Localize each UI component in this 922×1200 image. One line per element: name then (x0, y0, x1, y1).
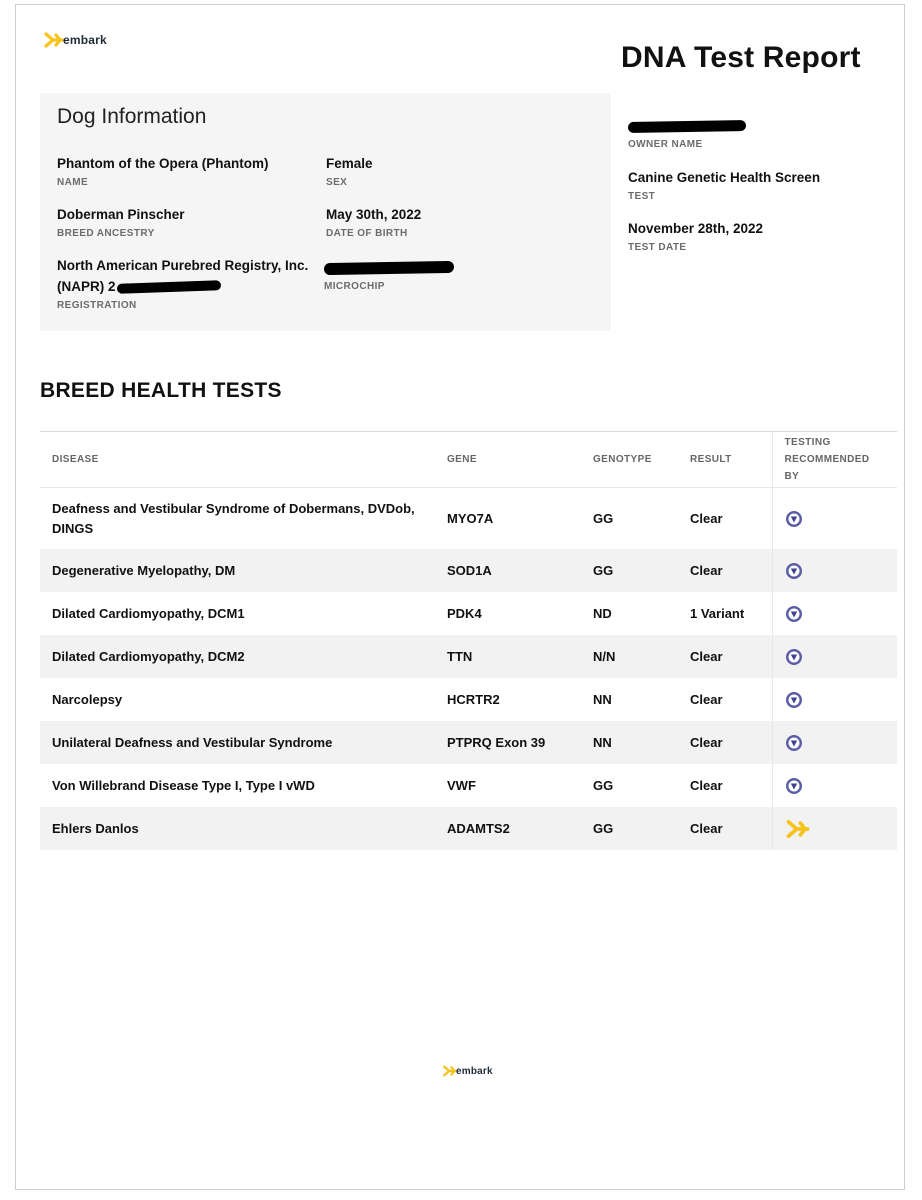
result-cell: 1 Variant (690, 605, 745, 621)
logo-text: embark (456, 1065, 493, 1077)
dog-information-panel (40, 93, 611, 331)
result-cell: Clear (690, 777, 723, 793)
result-cell: Clear (678, 549, 772, 592)
owner-name-field (628, 115, 746, 150)
disease-cell: Degenerative Myelopathy, DM (40, 549, 435, 592)
header-disease: DISEASE (40, 432, 435, 488)
recommended-cell (772, 721, 897, 764)
gene-cell: TTN (435, 635, 581, 678)
gene-cell: SOD1A (435, 549, 581, 592)
disease-cell: Dilated Cardiomyopathy, DCM2 (40, 635, 435, 678)
gene-cell: HCRTR2 (447, 691, 500, 707)
microchip-field (324, 257, 454, 292)
club-seal-icon (785, 562, 803, 580)
breed-health-tests-title: BREED HEALTH TESTS (40, 379, 282, 402)
report-page (15, 4, 905, 1190)
logo-text: embark (63, 33, 107, 47)
registration-label: REGISTRATION (57, 300, 137, 311)
header-gene: GENE (435, 432, 581, 488)
result-cell: Clear (678, 807, 772, 850)
registration-number-prefix: (NAPR) 2 (57, 279, 116, 294)
genotype-cell: NN (581, 721, 678, 764)
table-row (40, 549, 897, 592)
dob-value: May 30th, 2022 (326, 207, 422, 222)
gene-cell: ADAMTS2 (435, 807, 581, 850)
recommended-cell (772, 807, 897, 850)
result-cell: Clear (678, 721, 772, 764)
disease-cell: Von Willebrand Disease Type I, Type I vWD (52, 777, 315, 793)
gene-cell: PTPRQ Exon 39 (435, 721, 581, 764)
genotype-cell: GG (581, 549, 678, 592)
disease-cell: Unilateral Deafness and Vestibular Syndrome (40, 721, 435, 764)
sex-field (326, 153, 373, 188)
gene-cell: PDK4 (447, 605, 482, 621)
genotype-cell: N/N (581, 635, 678, 678)
dog-name-label: NAME (57, 177, 89, 188)
table-row (40, 764, 897, 807)
dob-label: DATE OF BIRTH (326, 228, 408, 239)
result-cell: Clear (678, 635, 772, 678)
redaction-mark (116, 281, 220, 295)
embark-logo (43, 31, 107, 49)
table-row (40, 807, 897, 850)
sex-value: Female (326, 156, 373, 171)
club-seal-icon (785, 777, 803, 795)
microchip-label: MICROCHIP (324, 281, 385, 292)
table-row (40, 488, 897, 550)
registration-line1: North American Purebred Registry, Inc. (57, 258, 309, 273)
header-genotype: GENOTYPE (581, 432, 678, 488)
embark-logo-icon (785, 818, 811, 840)
recommended-cell (772, 488, 897, 550)
genotype-cell: NN (593, 691, 612, 707)
dog-information-heading: Dog Information (57, 105, 207, 128)
registration-line2 (57, 276, 308, 297)
redaction-mark (324, 261, 454, 275)
club-seal-icon (785, 691, 803, 709)
genotype-cell: GG (581, 807, 678, 850)
club-seal-icon (785, 605, 803, 623)
recommended-cell (772, 549, 897, 592)
header-result: RESULT (678, 432, 772, 488)
report-title: DNA Test Report (621, 41, 861, 74)
recommended-cell (772, 678, 897, 721)
test-date-label: TEST DATE (628, 242, 687, 253)
owner-name-value (628, 115, 746, 136)
club-seal-icon (785, 648, 803, 666)
genotype-cell: GG (593, 510, 614, 526)
genotype-cell: ND (593, 605, 612, 621)
embark-footer-logo (442, 1064, 493, 1078)
header-recommended-by: TESTING RECOMMENDED BY (772, 432, 897, 488)
microchip-value (324, 257, 454, 278)
disease-cell: Deafness and Vestibular Syndrome of Dobermans, DVDob, DINGS (52, 500, 415, 536)
test-value: Canine Genetic Health Screen (628, 170, 821, 185)
health-tests-table (40, 431, 897, 850)
redaction-mark (628, 120, 746, 133)
registration-field (57, 255, 308, 311)
breed-label: BREED ANCESTRY (57, 228, 155, 239)
test-label: TEST (628, 191, 656, 202)
embark-logo-icon (43, 31, 65, 49)
recommended-cell (772, 764, 897, 807)
test-date-field (628, 218, 763, 253)
breed-value: Doberman Pinscher (57, 207, 185, 222)
club-seal-icon (785, 734, 803, 752)
result-cell: Clear (690, 510, 723, 526)
genotype-cell: GG (593, 777, 614, 793)
breed-field (57, 204, 185, 239)
dob-field (326, 204, 421, 239)
recommended-cell (772, 635, 897, 678)
table-header-row (40, 432, 897, 488)
test-date-value: November 28th, 2022 (628, 221, 764, 236)
dog-name-value: Phantom of the Opera (Phantom) (57, 156, 269, 171)
table-row (40, 635, 897, 678)
sex-label: SEX (326, 177, 348, 188)
owner-name-label: OWNER NAME (628, 139, 703, 150)
table-row (40, 721, 897, 764)
club-seal-icon (785, 510, 803, 528)
result-cell: Clear (690, 691, 723, 707)
disease-cell: Dilated Cardiomyopathy, DCM1 (52, 605, 245, 621)
recommended-cell (772, 592, 897, 635)
test-field (628, 167, 820, 202)
disease-cell: Ehlers Danlos (40, 807, 435, 850)
dog-name-field (57, 153, 269, 188)
disease-cell: Narcolepsy (52, 691, 123, 707)
table-row (40, 678, 897, 721)
gene-cell: MYO7A (447, 510, 494, 526)
table-row (40, 592, 897, 635)
gene-cell: VWF (447, 777, 476, 793)
